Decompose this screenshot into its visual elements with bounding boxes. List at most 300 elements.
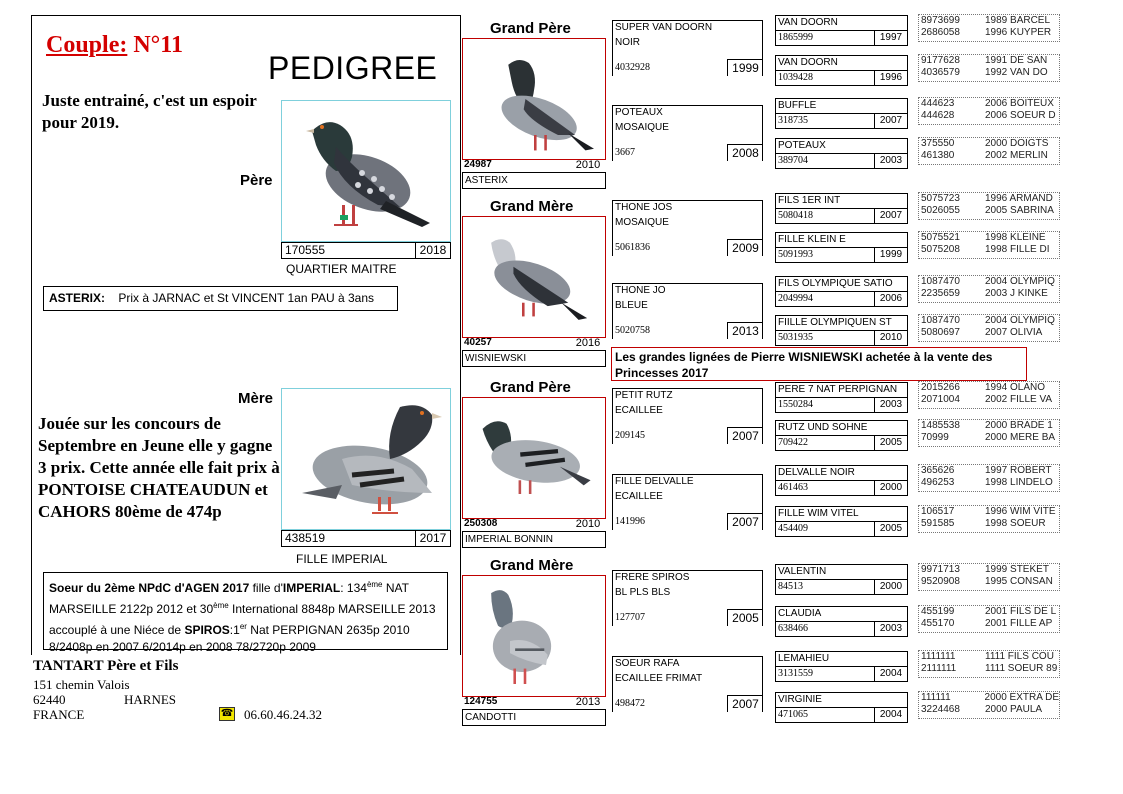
gen4-ring-row bbox=[775, 621, 908, 637]
gen3-name-line1: SOEUR RAFA bbox=[615, 658, 680, 669]
gen4-name: FILLE WIM VITEL bbox=[775, 506, 908, 521]
gen5-desc: 1998 SOEUR bbox=[985, 518, 1046, 529]
gen4-ring: 5031935 bbox=[778, 332, 813, 343]
pigeon-image bbox=[463, 39, 605, 159]
gen5-ring: 496253 bbox=[921, 477, 955, 488]
gen5-cell bbox=[918, 314, 1060, 342]
gen4-cell bbox=[775, 606, 908, 637]
gen5-cell bbox=[918, 419, 1060, 447]
gen5-row bbox=[919, 576, 1059, 588]
gen4-ring: 318735 bbox=[778, 115, 808, 126]
gen5-desc: 2006 SOEUR D bbox=[985, 110, 1056, 121]
gen5-ring: 9177628 bbox=[921, 55, 960, 66]
gen4-ring: 389704 bbox=[778, 155, 808, 166]
gen5-cell bbox=[918, 691, 1060, 719]
gen5-cell bbox=[918, 54, 1060, 82]
gen4-ring-row bbox=[775, 113, 908, 129]
gen4-year: 2004 bbox=[874, 708, 907, 722]
gen5-row bbox=[919, 138, 1059, 150]
gen4-ring: 461463 bbox=[778, 482, 808, 493]
grandparent-year: 2016 bbox=[575, 337, 601, 349]
asterix-label: ASTERIX: bbox=[49, 291, 106, 305]
grandparent-heading: Grand Mère bbox=[490, 557, 574, 574]
pere-year: 2018 bbox=[415, 243, 450, 258]
soeur-p7: SPIROS bbox=[184, 623, 230, 637]
gen4-ring-row bbox=[775, 247, 908, 263]
grandparent-ring-row bbox=[462, 518, 606, 531]
phone-icon: ☎ bbox=[220, 708, 234, 719]
soeur-sup1: ème bbox=[366, 580, 383, 589]
gen4-name: BUFFLE bbox=[775, 98, 908, 113]
gen4-ring: 3131559 bbox=[778, 668, 813, 679]
gen5-ring: 1485538 bbox=[921, 420, 960, 431]
gen5-cell bbox=[918, 381, 1060, 409]
gen5-row bbox=[919, 193, 1059, 205]
gen5-row bbox=[919, 150, 1059, 162]
gen3-name-line2: BLEUE bbox=[615, 300, 648, 311]
gen3-ring-row bbox=[612, 426, 763, 444]
gen3-cell bbox=[612, 474, 763, 530]
gen5-cell bbox=[918, 275, 1060, 303]
gen4-name: FILS OLYMPIQUE SATIO bbox=[775, 276, 908, 291]
wisniewski-note bbox=[611, 347, 1027, 381]
gen4-year: 2005 bbox=[874, 522, 907, 536]
gen4-year: 2007 bbox=[874, 114, 907, 128]
gen4-name: DELVALLE NOIR bbox=[775, 465, 908, 480]
gen5-desc: 1111 FILS COU bbox=[985, 651, 1054, 662]
gen5-ring: 5075521 bbox=[921, 232, 960, 243]
pere-label: Père bbox=[240, 172, 273, 189]
pigeon-image bbox=[463, 217, 605, 337]
gen3-left-line bbox=[612, 656, 613, 712]
gen5-row bbox=[919, 276, 1059, 288]
gen5-desc: 2000 MERE BA bbox=[985, 432, 1056, 443]
gen5-desc: 1996 KUYPER bbox=[985, 27, 1052, 38]
gen4-cell bbox=[775, 232, 908, 263]
pere-ring-box bbox=[281, 242, 451, 259]
soeur-sup2: ème bbox=[213, 601, 229, 610]
gen5-row bbox=[919, 432, 1059, 444]
gen3-ring: 498472 bbox=[615, 698, 645, 709]
grandparent-year: 2010 bbox=[575, 518, 601, 530]
gen5-desc: 1995 CONSAN bbox=[985, 576, 1053, 587]
gen5-desc: 2004 OLYMPIQ bbox=[985, 315, 1055, 326]
gen5-ring: 4036579 bbox=[921, 67, 960, 78]
gen5-row bbox=[919, 394, 1059, 406]
gen3-ring-row bbox=[612, 694, 763, 712]
gen5-row bbox=[919, 663, 1059, 675]
gen3-left-line bbox=[612, 474, 613, 530]
wisniewski-text: Les grandes lignées de Pierre WISNIEWSKI achetée à la vente des Princesses 2017 bbox=[615, 350, 993, 380]
gen5-row bbox=[919, 205, 1059, 217]
gen4-ring: 5091993 bbox=[778, 249, 813, 260]
soeur-p5: NAT MARSEILLE 2122p 2012 et 30 bbox=[49, 581, 409, 616]
gen5-ring: 591585 bbox=[921, 518, 955, 529]
gen4-cell bbox=[775, 193, 908, 224]
gen5-ring: 70999 bbox=[921, 432, 949, 443]
gen5-desc: 1991 DE SAN bbox=[985, 55, 1048, 66]
gen3-year: 1999 bbox=[727, 59, 763, 76]
gen4-ring: 471065 bbox=[778, 709, 808, 720]
gen5-row bbox=[919, 27, 1059, 39]
gen5-row bbox=[919, 288, 1059, 300]
soeur-p3: IMPERIAL bbox=[282, 581, 341, 595]
mere-label: Mère bbox=[238, 390, 274, 407]
gen3-year: 2008 bbox=[727, 144, 763, 161]
gen4-name: VAN DOORN bbox=[775, 55, 908, 70]
gen5-ring: 455199 bbox=[921, 606, 955, 617]
gen4-ring-row bbox=[775, 208, 908, 224]
gen4-ring-row bbox=[775, 397, 908, 413]
gen3-ring-row bbox=[612, 143, 763, 161]
gen5-desc: 1998 FILLE DI bbox=[985, 244, 1050, 255]
grandparent-ring-row bbox=[462, 159, 606, 172]
gen5-desc: 2002 FILLE VA bbox=[985, 394, 1053, 405]
gen4-name: VALENTIN bbox=[775, 564, 908, 579]
gen5-ring: 461380 bbox=[921, 150, 955, 161]
gen3-ring: 209145 bbox=[615, 430, 645, 441]
mere-description: Jouée sur les concours de Septembre en Jeune elle y gagne 3 prix. Cette année elle fait prix à PONTOISE CHATEAUDUN et CAHORS 80ème de 474p bbox=[38, 414, 280, 521]
gen5-row bbox=[919, 244, 1059, 256]
gen5-desc: 1994 OLANO bbox=[985, 382, 1046, 393]
pigeon-image bbox=[463, 576, 605, 696]
gen3-name-line1: FILLE DELVALLE bbox=[615, 476, 694, 487]
grandparent-photo bbox=[462, 397, 606, 519]
gen4-year: 2003 bbox=[874, 154, 907, 168]
owner-zip: 62440 bbox=[33, 692, 66, 707]
gen3-name-line1: THONE JO bbox=[615, 285, 666, 296]
gen4-ring-row bbox=[775, 707, 908, 723]
gen3-left-line bbox=[612, 388, 613, 444]
gen5-desc: 1996 ARMAND bbox=[985, 193, 1053, 204]
gen5-ring: 2111111 bbox=[921, 663, 957, 674]
grandparent-heading: Grand Mère bbox=[490, 198, 574, 215]
gen4-ring-row bbox=[775, 435, 908, 451]
gen5-row bbox=[919, 651, 1059, 663]
gen3-left-line bbox=[612, 283, 613, 339]
gen5-cell bbox=[918, 14, 1060, 42]
gen5-desc: 2006 BOITEUX bbox=[985, 98, 1054, 109]
gen4-cell bbox=[775, 692, 908, 723]
gen5-cell bbox=[918, 464, 1060, 492]
gen5-row bbox=[919, 382, 1059, 394]
intro-text: Juste entrainé, c'est un espoir pour 2019. bbox=[42, 91, 257, 132]
gen5-row bbox=[919, 98, 1059, 110]
gen4-name: FILLE KLEIN E bbox=[775, 232, 908, 247]
gen4-ring: 454409 bbox=[778, 523, 808, 534]
gen5-ring: 9520908 bbox=[921, 576, 960, 587]
gen3-cell bbox=[612, 388, 763, 444]
gen3-ring-row bbox=[612, 58, 763, 76]
gen5-desc: 1996 WIM VITE bbox=[985, 506, 1056, 517]
gen4-cell bbox=[775, 315, 908, 346]
pigeon-image bbox=[463, 398, 605, 518]
gen4-ring-row bbox=[775, 70, 908, 86]
mere-ring-box bbox=[281, 530, 451, 547]
gen5-row bbox=[919, 67, 1059, 79]
gen5-cell bbox=[918, 650, 1060, 678]
gen3-year: 2007 bbox=[727, 427, 763, 444]
gen5-ring: 5026055 bbox=[921, 205, 960, 216]
gen4-ring: 2049994 bbox=[778, 293, 813, 304]
gen5-ring: 3224468 bbox=[921, 704, 960, 715]
gen4-year: 1999 bbox=[874, 248, 907, 262]
gen5-ring: 2686058 bbox=[921, 27, 960, 38]
pere-ring: 170555 bbox=[285, 243, 326, 257]
gen4-ring-row bbox=[775, 153, 908, 169]
gen5-desc: 1992 VAN DO bbox=[985, 67, 1048, 78]
gen4-year: 1997 bbox=[874, 31, 907, 45]
grandparent-name: IMPERIAL BONNIN bbox=[462, 531, 606, 548]
gen3-left-line bbox=[612, 570, 613, 626]
gen4-name: LEMAHIEU bbox=[775, 651, 908, 666]
gen5-desc: 2001 FILLE AP bbox=[985, 618, 1053, 629]
gen5-ring: 5075723 bbox=[921, 193, 960, 204]
gen5-cell bbox=[918, 231, 1060, 259]
gen4-cell bbox=[775, 465, 908, 496]
couple-prefix: Couple: bbox=[46, 32, 128, 58]
gen3-name-line1: POTEAUX bbox=[615, 107, 663, 118]
owner-phone: 06.60.46.24.32 bbox=[244, 707, 322, 722]
gen5-ring: 5075208 bbox=[921, 244, 960, 255]
gen4-year: 2005 bbox=[874, 436, 907, 450]
gen5-desc: 2000 EXTRA DE bbox=[984, 692, 1059, 703]
gen5-ring: 1087470 bbox=[921, 315, 960, 326]
gen5-desc: 1998 LINDELO bbox=[985, 477, 1053, 488]
gen3-cell bbox=[612, 20, 763, 76]
grandparent-ring: 24987 bbox=[464, 159, 492, 170]
gen3-ring: 141996 bbox=[615, 516, 645, 527]
gen3-cell bbox=[612, 283, 763, 339]
gen3-name-line2: MOSAIQUE bbox=[615, 122, 669, 133]
soeur-p9: Nat PERPIGNAN 2635p 2010 8/2408p en 2007 6/2014p en 2008 78/2720p 2009 bbox=[49, 623, 410, 654]
gen4-name: CLAUDIA bbox=[775, 606, 908, 621]
soeur-p1: Soeur du 2ème NPdC d'AGEN 2017 bbox=[49, 581, 250, 595]
gen3-ring-row bbox=[612, 608, 763, 626]
gen5-row bbox=[919, 704, 1059, 716]
gen5-cell bbox=[918, 137, 1060, 165]
mere-photo bbox=[281, 388, 451, 530]
gen5-cell bbox=[918, 505, 1060, 533]
soeur-p2: fille d' bbox=[249, 581, 283, 595]
gen5-row bbox=[919, 564, 1059, 576]
owner-street: 151 chemin Valois bbox=[33, 677, 130, 692]
gen5-desc: 2004 OLYMPIQ bbox=[985, 276, 1055, 287]
gen5-desc: 1989 BARCEL bbox=[985, 15, 1051, 26]
grandparent-photo bbox=[462, 38, 606, 160]
couple-number: N°11 bbox=[133, 32, 183, 58]
soeur-note bbox=[43, 572, 448, 654]
gen4-cell bbox=[775, 382, 908, 413]
gen3-year: 2005 bbox=[727, 609, 763, 626]
mere-ring: 438519 bbox=[285, 531, 326, 545]
gen5-row bbox=[919, 477, 1059, 489]
gen3-name-line2: ECAILLEE bbox=[615, 491, 663, 502]
asterix-text: Prix à JARNAC et St VINCENT 1an PAU à 3ans bbox=[118, 291, 375, 305]
gen5-cell bbox=[918, 192, 1060, 220]
grandparent-name: ASTERIX bbox=[462, 172, 606, 189]
gen4-year: 2003 bbox=[874, 622, 907, 636]
gen5-row bbox=[919, 232, 1059, 244]
gen4-ring-row bbox=[775, 330, 908, 346]
gen4-name: PERE 7 NAT PERPIGNAN bbox=[775, 382, 908, 397]
gen3-ring: 3667 bbox=[615, 147, 635, 158]
gen4-ring: 5080418 bbox=[778, 210, 813, 221]
gen5-ring: 2015266 bbox=[921, 382, 960, 393]
gen5-ring: 375550 bbox=[921, 138, 955, 149]
gen3-name-line2: NOIR bbox=[615, 37, 640, 48]
gen3-name-line1: THONE JOS bbox=[615, 202, 673, 213]
owner-city: HARNES bbox=[124, 692, 177, 707]
gen4-cell bbox=[775, 506, 908, 537]
gen3-year: 2007 bbox=[727, 695, 763, 712]
gen5-row bbox=[919, 110, 1059, 122]
grandparent-heading: Grand Père bbox=[490, 379, 571, 396]
gen4-cell bbox=[775, 138, 908, 169]
grandparent-ring-row bbox=[462, 696, 606, 709]
grandparent-photo bbox=[462, 575, 606, 697]
gen4-ring-row bbox=[775, 291, 908, 307]
gen4-year: 2010 bbox=[874, 331, 907, 345]
gen4-ring: 84513 bbox=[778, 581, 803, 592]
gen5-ring: 455170 bbox=[921, 618, 955, 629]
gen3-left-line bbox=[612, 20, 613, 76]
gen5-ring: 9971713 bbox=[921, 564, 960, 575]
gen5-ring: 5080697 bbox=[921, 327, 960, 338]
grandparent-year: 2010 bbox=[575, 159, 601, 171]
gen5-ring: 444628 bbox=[921, 110, 955, 121]
gen5-row bbox=[919, 327, 1059, 339]
couple-title bbox=[46, 32, 183, 59]
soeur-sup3: er bbox=[239, 622, 247, 631]
gen5-desc: 2000 DOIGTS bbox=[985, 138, 1049, 149]
gen5-row bbox=[919, 55, 1059, 67]
gen3-ring: 5020758 bbox=[615, 325, 650, 336]
gen5-ring: 106517 bbox=[921, 506, 955, 517]
gen4-name: RUTZ UND SOHNE bbox=[775, 420, 908, 435]
gen3-name-line2: MOSAIQUE bbox=[615, 217, 669, 228]
mere-name: FILLE IMPERIAL bbox=[296, 552, 388, 566]
gen4-cell bbox=[775, 55, 908, 86]
soeur-p6: International 8848p MARSEILLE 2013 accouplé à une Niéce de bbox=[49, 602, 436, 637]
gen4-year: 2003 bbox=[874, 398, 907, 412]
pere-photo bbox=[281, 100, 451, 242]
gen4-name: FIILLE OLYMPIQUEN ST bbox=[775, 315, 908, 330]
gen4-ring-row bbox=[775, 30, 908, 46]
gen5-ring: 8973699 bbox=[921, 15, 960, 26]
gen5-ring: 111111 bbox=[921, 692, 951, 703]
gen5-desc: 2000 BRADE 1 bbox=[985, 420, 1053, 431]
gen4-ring-row bbox=[775, 480, 908, 496]
gen3-cell bbox=[612, 656, 763, 712]
gen3-name-line1: SUPER VAN DOORN bbox=[615, 22, 713, 33]
gen3-name-line2: ECAILLEE bbox=[615, 405, 663, 416]
gen3-ring: 5061836 bbox=[615, 242, 650, 253]
gen5-desc: 1997 ROBERT bbox=[985, 465, 1052, 476]
gen5-ring: 1087470 bbox=[921, 276, 960, 287]
asterix-note bbox=[43, 286, 398, 311]
gen5-row bbox=[919, 506, 1059, 518]
gen3-name-line2: ECAILLEE FRIMAT bbox=[615, 673, 703, 684]
gen4-name: FILS 1ER INT bbox=[775, 193, 908, 208]
gen4-year: 2006 bbox=[874, 292, 907, 306]
mere-year: 2017 bbox=[415, 531, 450, 546]
page-title: PEDIGREE bbox=[268, 50, 438, 86]
gen5-ring: 365626 bbox=[921, 465, 955, 476]
pigeon-checker-image bbox=[282, 101, 450, 241]
gen4-ring-row bbox=[775, 579, 908, 595]
gen4-ring-row bbox=[775, 521, 908, 537]
gen4-ring: 638466 bbox=[778, 623, 808, 634]
grandparent-ring: 250308 bbox=[464, 518, 498, 529]
gen3-cell bbox=[612, 105, 763, 161]
gen4-year: 2007 bbox=[874, 209, 907, 223]
gen3-ring-row bbox=[612, 321, 763, 339]
gen3-year: 2013 bbox=[727, 322, 763, 339]
grandparent-ring: 124755 bbox=[464, 696, 498, 707]
pere-name: QUARTIER MAITRE bbox=[286, 262, 397, 276]
grandparent-heading: Grand Père bbox=[490, 20, 571, 37]
gen5-row bbox=[919, 618, 1059, 630]
gen5-row bbox=[919, 315, 1059, 327]
gen5-desc: 1998 KLEINE bbox=[985, 232, 1046, 243]
soeur-p4: : 134 bbox=[340, 581, 367, 595]
gen4-cell bbox=[775, 15, 908, 46]
gen4-year: 1996 bbox=[874, 71, 907, 85]
gen5-ring: 2071004 bbox=[921, 394, 960, 405]
gen5-row bbox=[919, 465, 1059, 477]
gen4-ring: 1550284 bbox=[778, 399, 813, 410]
gen5-desc: 2000 PAULA bbox=[985, 704, 1043, 715]
gen4-name: POTEAUX bbox=[775, 138, 908, 153]
gen3-year: 2007 bbox=[727, 513, 763, 530]
gen4-cell bbox=[775, 98, 908, 129]
gen4-cell bbox=[775, 651, 908, 682]
gen4-cell bbox=[775, 564, 908, 595]
soeur-p8: :1 bbox=[229, 623, 240, 637]
gen5-desc: 2007 OLIVIA bbox=[985, 327, 1043, 338]
gen3-name-line1: FRERE SPIROS bbox=[615, 572, 690, 583]
grandparent-name: CANDOTTI bbox=[462, 709, 606, 726]
gen5-cell bbox=[918, 563, 1060, 591]
gen5-desc: 1111 SOEUR 89 bbox=[985, 663, 1058, 674]
gen3-left-line bbox=[612, 105, 613, 161]
gen3-ring-row bbox=[612, 238, 763, 256]
gen5-desc: 1999 STEKET bbox=[985, 564, 1049, 575]
gen3-left-line bbox=[612, 200, 613, 256]
gen4-ring-row bbox=[775, 666, 908, 682]
gen5-ring: 444623 bbox=[921, 98, 955, 109]
gen5-desc: 2002 MERLIN bbox=[985, 150, 1048, 161]
gen5-ring: 1111111 bbox=[921, 651, 956, 662]
gen4-ring: 1039428 bbox=[778, 72, 813, 83]
owner-name: TANTART Père et Fils bbox=[33, 658, 179, 674]
gen5-ring: 2235659 bbox=[921, 288, 960, 299]
grandparent-name: WISNIEWSKI bbox=[462, 350, 606, 367]
gen5-row bbox=[919, 420, 1059, 432]
gen4-name: VAN DOORN bbox=[775, 15, 908, 30]
grandparent-ring: 40257 bbox=[464, 337, 492, 348]
gen4-ring: 1865999 bbox=[778, 32, 813, 43]
gen4-year: 2000 bbox=[874, 580, 907, 594]
gen4-cell bbox=[775, 276, 908, 307]
gen3-cell bbox=[612, 570, 763, 626]
gen3-ring: 127707 bbox=[615, 612, 645, 623]
gen5-desc: 2005 SABRINA bbox=[985, 205, 1054, 216]
gen3-name-line2: BL PLS BLS bbox=[615, 587, 671, 598]
gen5-desc: 2003 J KINKE bbox=[985, 288, 1048, 299]
pigeon-blue-bar-image bbox=[282, 389, 450, 529]
